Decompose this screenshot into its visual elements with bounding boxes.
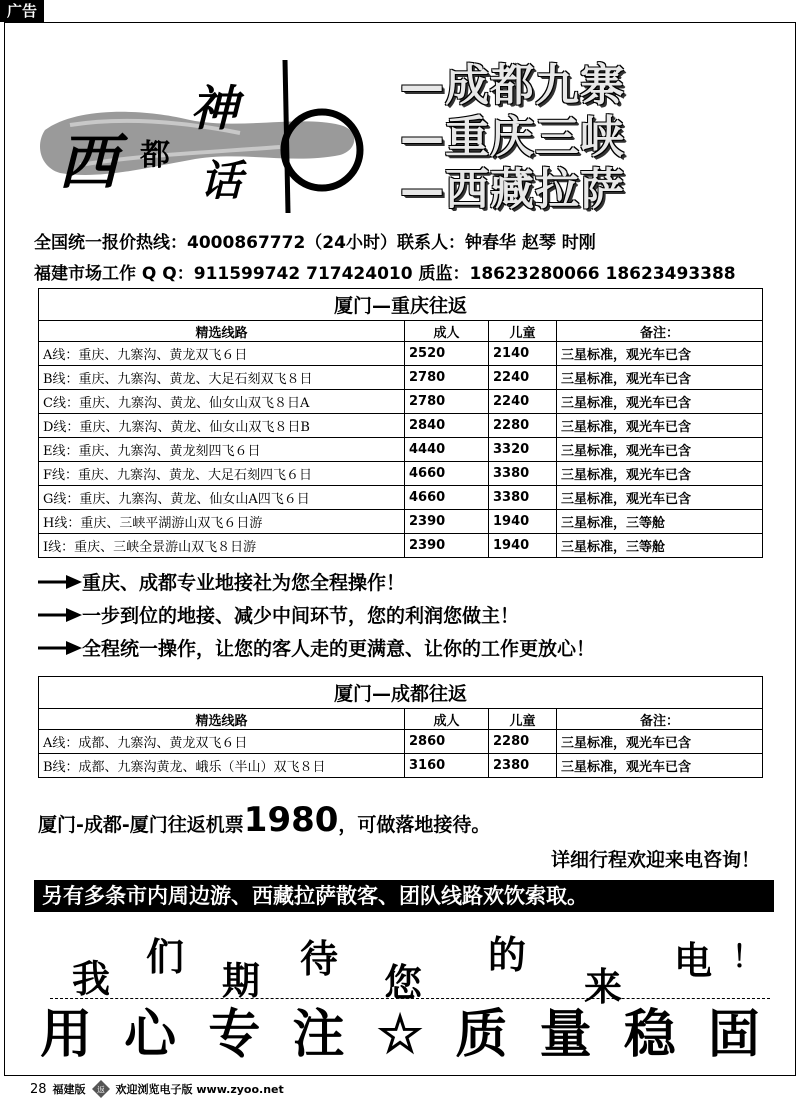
motto-char: 质 bbox=[455, 1004, 508, 1065]
diamond-badge-icon bbox=[92, 1080, 110, 1098]
adult-price-cell: 3160 bbox=[405, 754, 489, 778]
page-number: 28 bbox=[30, 1081, 47, 1097]
child-price-cell: 2140 bbox=[489, 342, 557, 366]
table-title: 厦门—重庆往返 bbox=[39, 289, 763, 321]
chengdu-route-table bbox=[38, 676, 763, 778]
arrow-right-icon bbox=[38, 641, 82, 655]
adult-price-cell: 4660 bbox=[405, 486, 489, 510]
airfare-prefix: 厦门-成都-厦门往返机票 bbox=[38, 814, 244, 836]
welcome-char: 期 bbox=[222, 958, 261, 1003]
motto-char: 稳 bbox=[623, 1004, 676, 1065]
welcome-char: 您 bbox=[384, 960, 423, 1005]
ad-tag: 广告 bbox=[0, 0, 44, 22]
note-cell: 三星标准，观光车已含 bbox=[557, 730, 763, 754]
logo-char-shen: 神 bbox=[190, 81, 239, 137]
inquiry-note: 详细行程欢迎来电咨询！ bbox=[550, 849, 760, 871]
adult-price-cell: 2780 bbox=[405, 390, 489, 414]
note-cell: 三星标准，观光车已含 bbox=[557, 438, 763, 462]
note-cell: 三星标准，观光车已含 bbox=[557, 342, 763, 366]
child-price-cell: 3320 bbox=[489, 438, 557, 462]
logo-char-xi: 西 bbox=[58, 128, 118, 198]
col-header-note: 备注： bbox=[557, 709, 763, 730]
adult-price-cell: 2520 bbox=[405, 342, 489, 366]
child-price-cell: 2240 bbox=[489, 366, 557, 390]
slogan-chongqing: —重庆三峡 bbox=[400, 112, 625, 163]
table-row bbox=[39, 534, 763, 558]
airfare-offer bbox=[38, 800, 490, 840]
table-row bbox=[39, 438, 763, 462]
col-header-note: 备注： bbox=[557, 321, 763, 342]
arrow-right-icon bbox=[38, 608, 82, 622]
route-cell: A线：成都、九寨沟、黄龙双飞６日 bbox=[39, 730, 405, 754]
market-contact-line: 福建市场工作 Q Q：911599742 717424010 质监：18623280066 18623493388 bbox=[34, 264, 736, 284]
child-price-cell: 2240 bbox=[489, 390, 557, 414]
note-cell: 三星标准，观光车已含 bbox=[557, 462, 763, 486]
airfare-price: 1980 bbox=[243, 800, 339, 840]
chongqing-route-table bbox=[38, 288, 763, 558]
col-header-route: 精选线路 bbox=[39, 709, 405, 730]
slogan-tibet: —西藏拉萨 bbox=[400, 164, 625, 215]
table-row bbox=[39, 366, 763, 390]
note-cell: 三星标准，观光车已含 bbox=[557, 486, 763, 510]
slogan-chengdu: —成都九寨 bbox=[400, 60, 625, 111]
child-price-cell: 1940 bbox=[489, 534, 557, 558]
dashed-divider bbox=[50, 998, 770, 999]
promo-bullet bbox=[38, 601, 519, 628]
adult-price-cell: 2780 bbox=[405, 366, 489, 390]
note-cell: 三星标准，三等舱 bbox=[557, 510, 763, 534]
table-title: 厦门—成都往返 bbox=[39, 677, 763, 709]
col-header-adult: 成人 bbox=[405, 321, 489, 342]
adult-price-cell: 2840 bbox=[405, 414, 489, 438]
brand-logo bbox=[40, 55, 370, 215]
edition-label: 福建版 bbox=[52, 1083, 86, 1096]
note-cell: 三星标准，三等舱 bbox=[557, 534, 763, 558]
welcome-char: 待 bbox=[300, 936, 339, 981]
adult-price-cell: 2860 bbox=[405, 730, 489, 754]
logo-char-du: 都 bbox=[140, 138, 170, 173]
adult-price-cell: 2390 bbox=[405, 534, 489, 558]
route-cell: B线：成都、九寨沟黄龙、峨乐（半山）双飞８日 bbox=[39, 754, 405, 778]
motto-char: 注 bbox=[292, 1004, 345, 1065]
airfare-suffix: ，可做落地接待。 bbox=[338, 814, 491, 836]
promo-bullet-text: 全程统一操作，让您的客人走的更满意、让你的工作更放心！ bbox=[82, 638, 596, 660]
table-row bbox=[39, 510, 763, 534]
welcome-char: 我 bbox=[72, 956, 111, 1001]
footer-site-text: 欢迎浏览电子版 www.zyoo.net bbox=[115, 1083, 284, 1096]
route-cell: D线：重庆、九寨沟、黄龙、仙女山双飞８日B bbox=[39, 414, 405, 438]
motto-char: 固 bbox=[707, 1004, 760, 1065]
promo-bullet bbox=[38, 634, 595, 661]
route-cell: C线：重庆、九寨沟、黄龙、仙女山双飞８日A bbox=[39, 390, 405, 414]
logo-char-hua: 话 bbox=[200, 156, 243, 205]
col-header-child: 儿童 bbox=[489, 709, 557, 730]
motto-char: 专 bbox=[208, 1004, 261, 1065]
note-cell: 三星标准，观光车已含 bbox=[557, 754, 763, 778]
star-icon: ☆ bbox=[376, 1004, 424, 1065]
welcome-char: 来 bbox=[584, 964, 623, 1009]
child-price-cell: 2280 bbox=[489, 414, 557, 438]
svg-text:返: 返 bbox=[96, 1085, 105, 1095]
table-row bbox=[39, 754, 763, 778]
route-cell: I线：重庆、三峡全景游山双飞８日游 bbox=[39, 534, 405, 558]
note-cell: 三星标准，观光车已含 bbox=[557, 414, 763, 438]
welcome-char: 们 bbox=[146, 934, 185, 979]
logo-vertical-stroke bbox=[285, 60, 288, 213]
more-routes-banner: 另有多条市内周边游、西藏拉萨散客、团队线路欢饮索取。 bbox=[34, 880, 774, 912]
table-row bbox=[39, 462, 763, 486]
child-price-cell: 3380 bbox=[489, 486, 557, 510]
adult-price-cell: 4440 bbox=[405, 438, 489, 462]
welcome-char: ！ bbox=[732, 940, 762, 975]
promo-bullet bbox=[38, 568, 405, 595]
route-cell: F线：重庆、九寨沟、黄龙、大足石刻四飞６日 bbox=[39, 462, 405, 486]
col-header-route: 精选线路 bbox=[39, 321, 405, 342]
child-price-cell: 2280 bbox=[489, 730, 557, 754]
child-price-cell: 2380 bbox=[489, 754, 557, 778]
table-row bbox=[39, 486, 763, 510]
motto-char: 心 bbox=[124, 1004, 177, 1065]
note-cell: 三星标准，观光车已含 bbox=[557, 366, 763, 390]
adult-price-cell: 2390 bbox=[405, 510, 489, 534]
motto-char: 用 bbox=[40, 1004, 93, 1065]
note-cell: 三星标准，观光车已含 bbox=[557, 390, 763, 414]
hotline-line: 全国统一报价热线：4000867772（24小时）联系人：钟春华 赵琴 时刚 bbox=[34, 233, 596, 253]
arrow-right-icon bbox=[38, 575, 82, 589]
table-row bbox=[39, 390, 763, 414]
quality-motto bbox=[40, 1004, 760, 1066]
col-header-child: 儿童 bbox=[489, 321, 557, 342]
col-header-adult: 成人 bbox=[405, 709, 489, 730]
child-price-cell: 1940 bbox=[489, 510, 557, 534]
table-row bbox=[39, 414, 763, 438]
promo-bullet-text: 一步到位的地接、减少中间环节，您的利润您做主！ bbox=[82, 605, 520, 627]
welcome-char: 电 bbox=[674, 938, 713, 983]
promo-bullet-text: 重庆、成都专业地接社为您全程操作！ bbox=[82, 572, 406, 594]
route-cell: H线：重庆、三峡平湖游山双飞６日游 bbox=[39, 510, 405, 534]
route-cell: B线：重庆、九寨沟、黄龙、大足石刻双飞８日 bbox=[39, 366, 405, 390]
table-row bbox=[39, 342, 763, 366]
motto-char: 量 bbox=[539, 1004, 592, 1065]
route-cell: G线：重庆、九寨沟、黄龙、仙女山A四飞６日 bbox=[39, 486, 405, 510]
table-row bbox=[39, 730, 763, 754]
welcome-char: 的 bbox=[488, 932, 527, 977]
page-footer bbox=[30, 1080, 284, 1098]
child-price-cell: 3380 bbox=[489, 462, 557, 486]
destination-slogans bbox=[400, 60, 780, 216]
route-cell: E线：重庆、九寨沟、黄龙刻四飞６日 bbox=[39, 438, 405, 462]
route-cell: A线：重庆、九寨沟、黄龙双飞６日 bbox=[39, 342, 405, 366]
adult-price-cell: 4660 bbox=[405, 462, 489, 486]
